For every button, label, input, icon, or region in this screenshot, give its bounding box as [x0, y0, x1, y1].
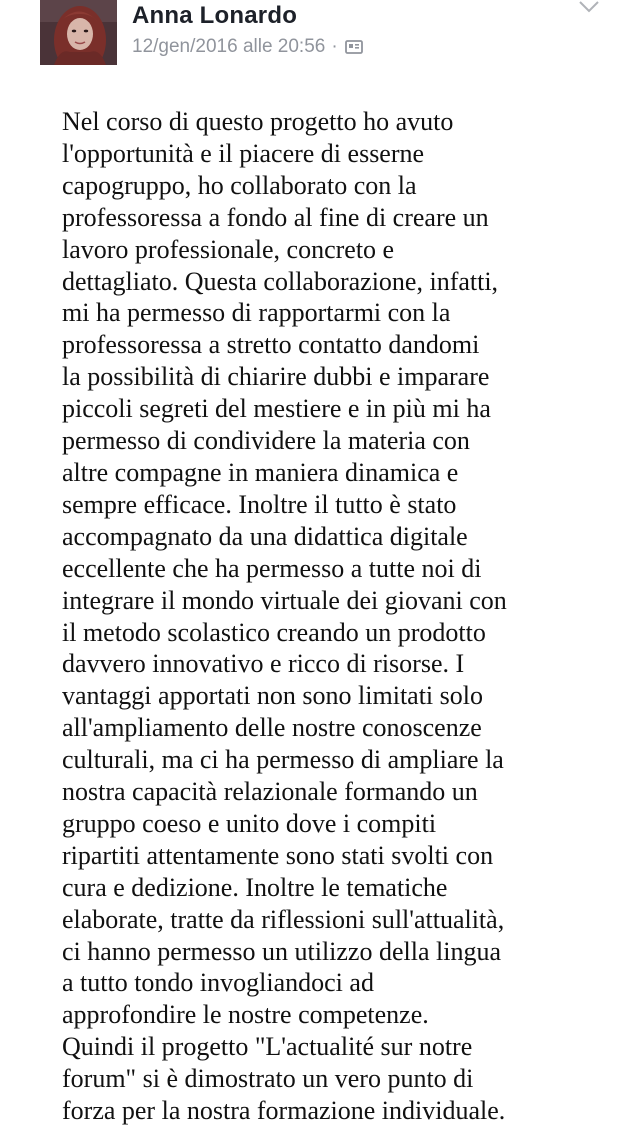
post-meta [132, 36, 364, 58]
avatar-photo [40, 0, 117, 65]
avatar[interactable] [40, 0, 117, 65]
chevron-down-icon[interactable] [578, 0, 600, 14]
author-name[interactable]: Anna Lonardo [132, 2, 298, 29]
post-header [0, 0, 640, 80]
meta-separator: · [331, 36, 338, 57]
custom-audience-icon[interactable] [344, 38, 364, 56]
post-body-text: Nel corso di questo progetto ho avuto l'opportunità e il piacere di esserne capogruppo, ho collaborato con la professoressa a fondo al fine di creare un lavoro professionale, concreto e dettagliato. Questa collaborazione, infatti, mi ha permesso di rapportarmi con la professoressa a stretto contatto dandomi la possibilità di chiarire dubbi e imparare piccoli segreti del mestiere e in più mi ha permesso di condividere la materia con altre compagne in maniera dinamica e sempre efficace. Inoltre il tutto è stato accompagnato da una didattica digitale eccellente che ha permesso a tutte noi di integrare il mondo virtuale dei giovani con il metodo scolastico creando un prodotto davvero innovativo e ricco di risorse. I vantaggi apportati non sono limitati solo all'ampliamento delle nostre conoscenze culturali, ma ci ha permesso di ampliare la nostra capacità relazionale formando un gruppo coeso e unito dove i compiti ripartiti attentamente sono stati svolti con cura e dedizione. Inoltre le tematiche elaborate, tratte da riflessioni sull'attualità, ci hanno permesso un utilizzo della lingua a tutto tondo invogliandoci ad approfondire le nostre competenze. Quindi il progetto "L'actualité sur notre forum" si è dimostrato un vero punto di forza per la nostra formazione individuale. [62, 107, 507, 1126]
post-timestamp[interactable]: 12/gen/2016 alle 20:56 [132, 36, 326, 57]
